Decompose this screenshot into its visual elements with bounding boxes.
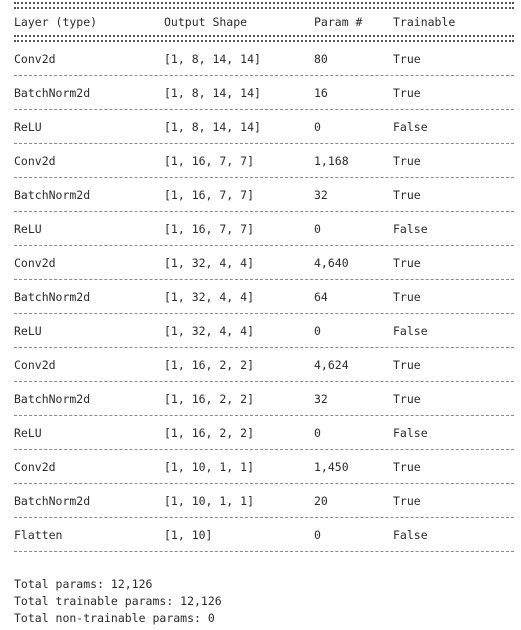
row-trainable: True	[393, 51, 421, 66]
header-trainable: Trainable	[393, 15, 456, 29]
row-trainable: True	[393, 289, 421, 304]
header-top-rule	[14, 2, 514, 9]
row-output-shape: [1, 16, 7, 7]	[164, 221, 255, 236]
row-layer: Conv2d	[14, 255, 56, 270]
row-output-shape: [1, 16, 2, 2]	[164, 391, 255, 406]
table-row	[14, 178, 514, 211]
row-output-shape: [1, 32, 4, 4]	[164, 323, 255, 338]
row-layer: Conv2d	[14, 459, 56, 474]
row-trainable: True	[393, 459, 421, 474]
row-layer: Conv2d	[14, 51, 56, 66]
total-params: Total params: 12,126	[14, 577, 153, 591]
row-output-shape: [1, 10, 1, 1]	[164, 459, 255, 474]
header-layer: Layer (type)	[14, 15, 98, 29]
row-layer: ReLU	[14, 119, 42, 134]
table-row	[14, 416, 514, 449]
row-params: 0	[314, 527, 321, 542]
row-trainable: False	[393, 119, 428, 134]
row-output-shape: [1, 16, 7, 7]	[164, 187, 255, 202]
table-row	[14, 76, 514, 109]
row-params: 20	[314, 493, 328, 508]
row-params: 32	[314, 187, 328, 202]
table-row	[14, 484, 514, 517]
table-header	[14, 9, 514, 35]
model-summary	[14, 0, 514, 627]
row-params: 4,640	[314, 255, 349, 270]
table-row	[14, 518, 514, 551]
table-row	[14, 348, 514, 381]
row-params: 0	[314, 425, 321, 440]
row-trainable: True	[393, 255, 421, 270]
row-layer: Conv2d	[14, 357, 56, 372]
table-row	[14, 314, 514, 347]
row-trainable: False	[393, 527, 428, 542]
table-row	[14, 246, 514, 279]
row-output-shape: [1, 32, 4, 4]	[164, 255, 255, 270]
row-params: 0	[314, 323, 321, 338]
table-row	[14, 382, 514, 415]
table-row	[14, 280, 514, 313]
table-row	[14, 110, 514, 143]
total-trainable-params: Total trainable params: 12,126	[14, 594, 222, 608]
row-output-shape: [1, 16, 2, 2]	[164, 357, 255, 372]
row-params: 0	[314, 119, 321, 134]
header-bottom-rule	[14, 35, 514, 42]
row-output-shape: [1, 16, 7, 7]	[164, 153, 255, 168]
row-params: 1,168	[314, 153, 349, 168]
header-param: Param #	[314, 15, 363, 29]
totals	[14, 576, 514, 627]
row-trainable: True	[393, 153, 421, 168]
row-trainable: False	[393, 323, 428, 338]
table-row	[14, 144, 514, 177]
row-layer: BatchNorm2d	[14, 85, 91, 100]
row-divider	[14, 551, 514, 552]
row-layer: Flatten	[14, 527, 63, 542]
row-trainable: False	[393, 221, 428, 236]
row-output-shape: [1, 8, 14, 14]	[164, 85, 261, 100]
row-params: 4,624	[314, 357, 349, 372]
row-trainable: False	[393, 425, 428, 440]
row-layer: ReLU	[14, 323, 42, 338]
row-trainable: True	[393, 493, 421, 508]
row-trainable: True	[393, 391, 421, 406]
row-layer: BatchNorm2d	[14, 493, 91, 508]
row-output-shape: [1, 8, 14, 14]	[164, 119, 261, 134]
row-trainable: True	[393, 85, 421, 100]
row-output-shape: [1, 32, 4, 4]	[164, 289, 255, 304]
table-row	[14, 212, 514, 245]
row-layer: Conv2d	[14, 153, 56, 168]
row-params: 1,450	[314, 459, 349, 474]
row-output-shape: [1, 10, 1, 1]	[164, 493, 255, 508]
row-output-shape: [1, 10]	[164, 527, 213, 542]
row-output-shape: [1, 16, 2, 2]	[164, 425, 255, 440]
row-layer: BatchNorm2d	[14, 187, 91, 202]
row-trainable: True	[393, 187, 421, 202]
row-layer: ReLU	[14, 425, 42, 440]
total-non-trainable-params: Total non-trainable params: 0	[14, 611, 215, 625]
row-layer: BatchNorm2d	[14, 289, 91, 304]
header-output-shape: Output Shape	[164, 15, 248, 29]
row-params: 0	[314, 221, 321, 236]
row-output-shape: [1, 8, 14, 14]	[164, 51, 261, 66]
table-row	[14, 42, 514, 75]
table-body	[14, 42, 514, 552]
row-trainable: True	[393, 357, 421, 372]
row-layer: ReLU	[14, 221, 42, 236]
row-params: 32	[314, 391, 328, 406]
row-params: 80	[314, 51, 328, 66]
table-row	[14, 450, 514, 483]
row-params: 64	[314, 289, 328, 304]
row-params: 16	[314, 85, 328, 100]
row-layer: BatchNorm2d	[14, 391, 91, 406]
